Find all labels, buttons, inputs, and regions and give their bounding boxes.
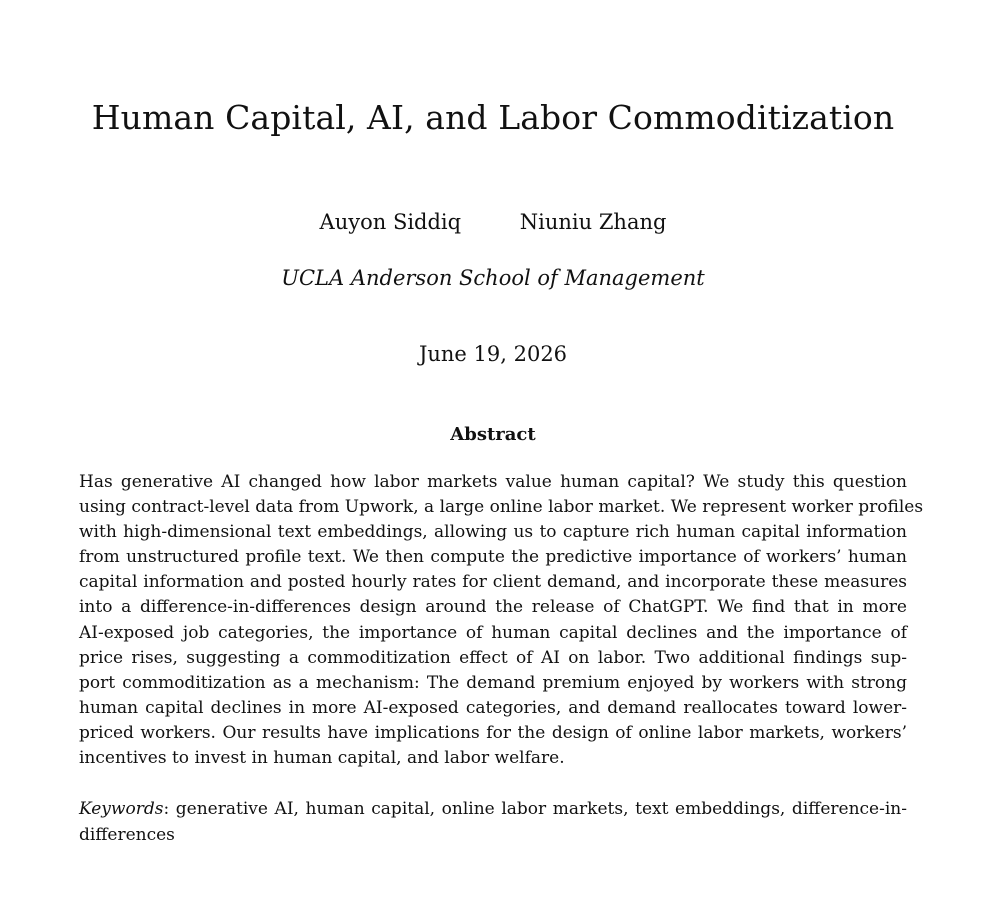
abstract-line: Has generative AI changed how labor markets value human capital? We study this question bbox=[79, 472, 907, 492]
keywords-block bbox=[79, 796, 907, 848]
author-affiliation: UCLA Anderson School of Management bbox=[281, 266, 705, 290]
paper-title: Human Capital, AI, and Labor Commoditization bbox=[91, 98, 895, 137]
abstract-text bbox=[79, 470, 924, 771]
keywords-label: Keywords bbox=[79, 799, 164, 819]
abstract-line: capital information and posted hourly rates for client demand, and incorporate these measures bbox=[79, 572, 907, 593]
abstract-line: with high-dimensional text embeddings, allowing us to capture rich human capital information bbox=[79, 522, 907, 543]
abstract-line: port commoditization as a mechanism: The demand premium enjoyed by workers with strong bbox=[79, 672, 907, 693]
paper-date: June 19, 2026 bbox=[418, 342, 568, 366]
abstract-line: using contract-level data from Upwork, a large online labor market. We represent worker profiles bbox=[79, 497, 924, 518]
abstract-line: price rises, suggesting a commoditization effect of AI on labor. Two additional findings sup- bbox=[79, 647, 907, 668]
abstract-heading: Abstract bbox=[450, 424, 536, 445]
abstract-line: human capital declines in more AI-exposed categories, and demand reallocates toward lower- bbox=[79, 697, 907, 718]
abstract-line: priced workers. Our results have implications for the design of online labor markets, workers’ bbox=[79, 722, 907, 743]
keywords-text: : generative AI, human capital, online labor markets, text embeddings, difference-in- bbox=[163, 799, 907, 819]
keywords-line-continued: differences bbox=[79, 825, 175, 845]
author-name: Auyon Siddiq bbox=[319, 210, 462, 234]
keywords-line bbox=[79, 796, 907, 822]
author-name: Niuniu Zhang bbox=[519, 210, 667, 234]
abstract-line: AI-exposed job categories, the importance of human capital declines and the importance of bbox=[79, 622, 907, 643]
abstract-line: incentives to invest in human capital, and labor welfare. bbox=[79, 748, 565, 769]
abstract-line: from unstructured profile text. We then compute the predictive importance of workers’ human bbox=[79, 547, 907, 568]
abstract-line: into a difference-in-differences design around the release of ChatGPT. We find that in more bbox=[79, 597, 907, 618]
author-list bbox=[0, 208, 986, 236]
